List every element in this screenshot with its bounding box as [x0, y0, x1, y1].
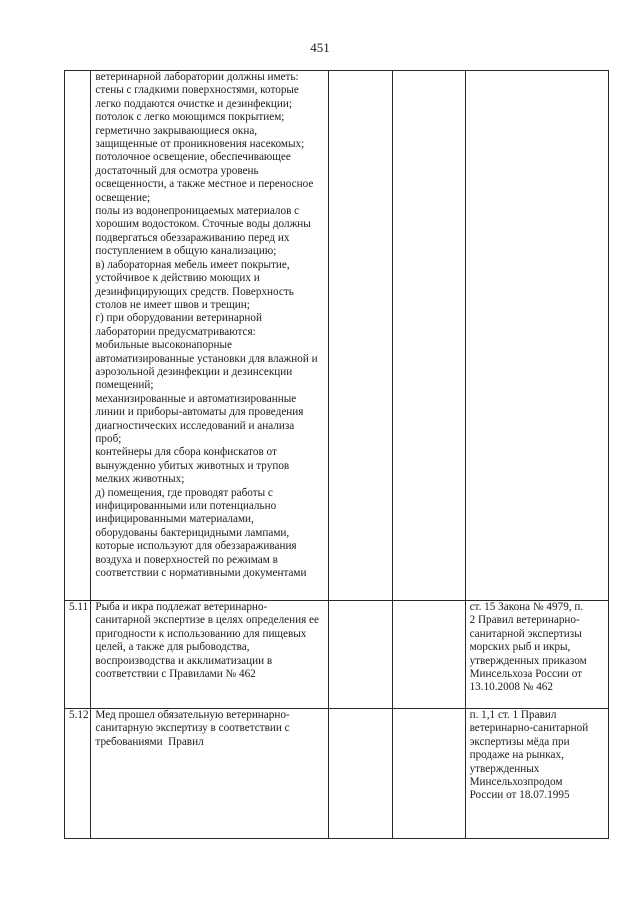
requirement-line: легко поддаются очистке и дезинфекции; — [95, 97, 292, 110]
row-number: 5.11 — [65, 601, 91, 709]
requirement-line: дезинфицирующих средств. Поверхность — [95, 285, 294, 298]
reference-line: 2 Правил ветеринарно- — [469, 614, 580, 627]
reference-line: морских рыб и икры, — [469, 641, 571, 654]
requirement-line: поступлением в общую канализацию; — [95, 245, 277, 258]
requirement-line: достаточный для осмотра уровень — [95, 164, 259, 177]
requirement-line: г) при оборудовании ветеринарной — [95, 312, 262, 325]
reference-line: утвержденных — [469, 762, 540, 775]
result-cell-b — [393, 709, 465, 839]
requirement-line: стены с гладкими поверхностями, которые — [95, 84, 299, 97]
requirement-line: целей, а также для рыбоводства, — [95, 641, 250, 654]
requirement-line: пригодности к использованию для пищевых — [95, 627, 307, 640]
requirement-cell — [91, 601, 329, 709]
requirement-line: подвергаться обеззараживанию перед их — [95, 231, 290, 244]
requirement-line: автоматизированные установки для влажной и — [95, 352, 318, 365]
reference-line: п. 1,1 ст. 1 Правил — [469, 709, 557, 721]
requirement-line: санитарную экспертизу в соответствии с — [95, 722, 290, 735]
requirement-line: требованиями Правил — [95, 735, 204, 748]
requirement-line: оборудованы бактерицидными лампами, — [95, 526, 290, 539]
reference-cell — [465, 709, 608, 839]
requirement-line: мобильные высоконапорные — [95, 339, 232, 352]
requirement-line: инфицированными или потенциально — [95, 500, 277, 512]
requirement-cell — [91, 709, 329, 839]
result-cell-a — [329, 601, 393, 709]
reference-line: 13.10.2008 № 462 — [469, 681, 553, 694]
requirement-line: хорошим водостоком. Сточные воды должны — [95, 218, 311, 231]
reference-cell — [465, 601, 608, 709]
page-number: 451 — [310, 40, 330, 55]
requirements-table — [64, 70, 609, 839]
reference-line: продаже на рынках, — [469, 749, 564, 762]
requirement-line: соответствии с Правилами № 462 — [95, 668, 256, 681]
reference-line: Минсельхозпродом — [469, 776, 563, 789]
requirement-line: диагностических исследований и анализа — [95, 419, 295, 432]
requirement-line: мелких животных; — [95, 473, 185, 486]
requirement-line: герметично закрывающиеся окна, — [95, 124, 258, 137]
requirement-line: лаборатории предусматриваются: — [95, 325, 256, 338]
table-row — [65, 71, 609, 601]
requirement-cell — [91, 71, 329, 601]
requirement-line: потолок с легко моющимся покрытием; — [95, 111, 285, 124]
requirement-line: защищенные от проникновения насекомых; — [95, 138, 305, 151]
requirement-line: соответствии с нормативными документами — [95, 567, 307, 580]
reference-line: Минсельхоза России от — [469, 668, 583, 681]
reference-line: экспертизы мёда при — [469, 735, 570, 748]
requirement-line: воздуха и поверхностей по режимам в — [95, 553, 278, 566]
reference-cell — [465, 71, 608, 601]
requirement-line: в) лабораторная мебель имеет покрытие, — [95, 258, 290, 271]
requirement-line: устойчивое к действию моющих и — [95, 272, 260, 285]
result-cell-a — [329, 71, 393, 601]
requirement-line: столов не имеет швов и трещин; — [95, 298, 250, 311]
requirement-line: потолочное освещение, обеспечивающее — [95, 151, 291, 164]
table-row — [65, 709, 609, 839]
result-cell-a — [329, 709, 393, 839]
row-number: 5.12 — [65, 709, 91, 839]
requirement-line: аэрозольной дезинфекции и дезинсекции — [95, 365, 293, 378]
requirement-line: помещений; — [95, 379, 154, 392]
requirement-line: освещение; — [95, 191, 151, 204]
requirement-line: д) помещения, где проводят работы с — [95, 486, 273, 499]
requirement-line: инфицированными материалами, — [95, 513, 254, 526]
requirement-line: Мед прошел обязательную ветеринарно- — [95, 709, 290, 721]
requirement-line: вынужденно убитых животных и трупов — [95, 459, 290, 472]
requirement-line: линии и приборы-автоматы для проведения — [95, 406, 304, 419]
table-row — [65, 601, 609, 709]
requirement-line: Рыба и икра подлежат ветеринарно- — [95, 601, 268, 613]
requirement-line: санитарной экспертизе в целях определения ее — [95, 614, 319, 627]
requirement-line: воспроизводства и акклиматизации в — [95, 654, 273, 667]
reference-line: ст. 15 Закона № 4979, п. — [469, 601, 584, 613]
row-number — [65, 71, 91, 601]
requirement-line: ветеринарной лаборатории должны иметь: — [95, 71, 299, 83]
requirement-line: проб; — [95, 432, 122, 445]
reference-line: ветеринарно-санитарной — [469, 722, 589, 735]
reference-line: санитарной экспертизы — [469, 627, 582, 640]
requirement-line: которые используют для обеззараживания — [95, 540, 297, 553]
requirement-line: полы из водонепроницаемых материалов с — [95, 205, 300, 218]
reference-line: России от 18.07.1995 — [469, 789, 570, 802]
result-cell-b — [393, 71, 465, 601]
requirement-line: механизированные и автоматизированные — [95, 392, 297, 405]
reference-line: утвержденных приказом — [469, 654, 587, 667]
result-cell-b — [393, 601, 465, 709]
requirement-line: контейнеры для сбора конфискатов от — [95, 446, 277, 459]
requirement-line: освещенности, а также местное и переносное — [95, 178, 314, 191]
